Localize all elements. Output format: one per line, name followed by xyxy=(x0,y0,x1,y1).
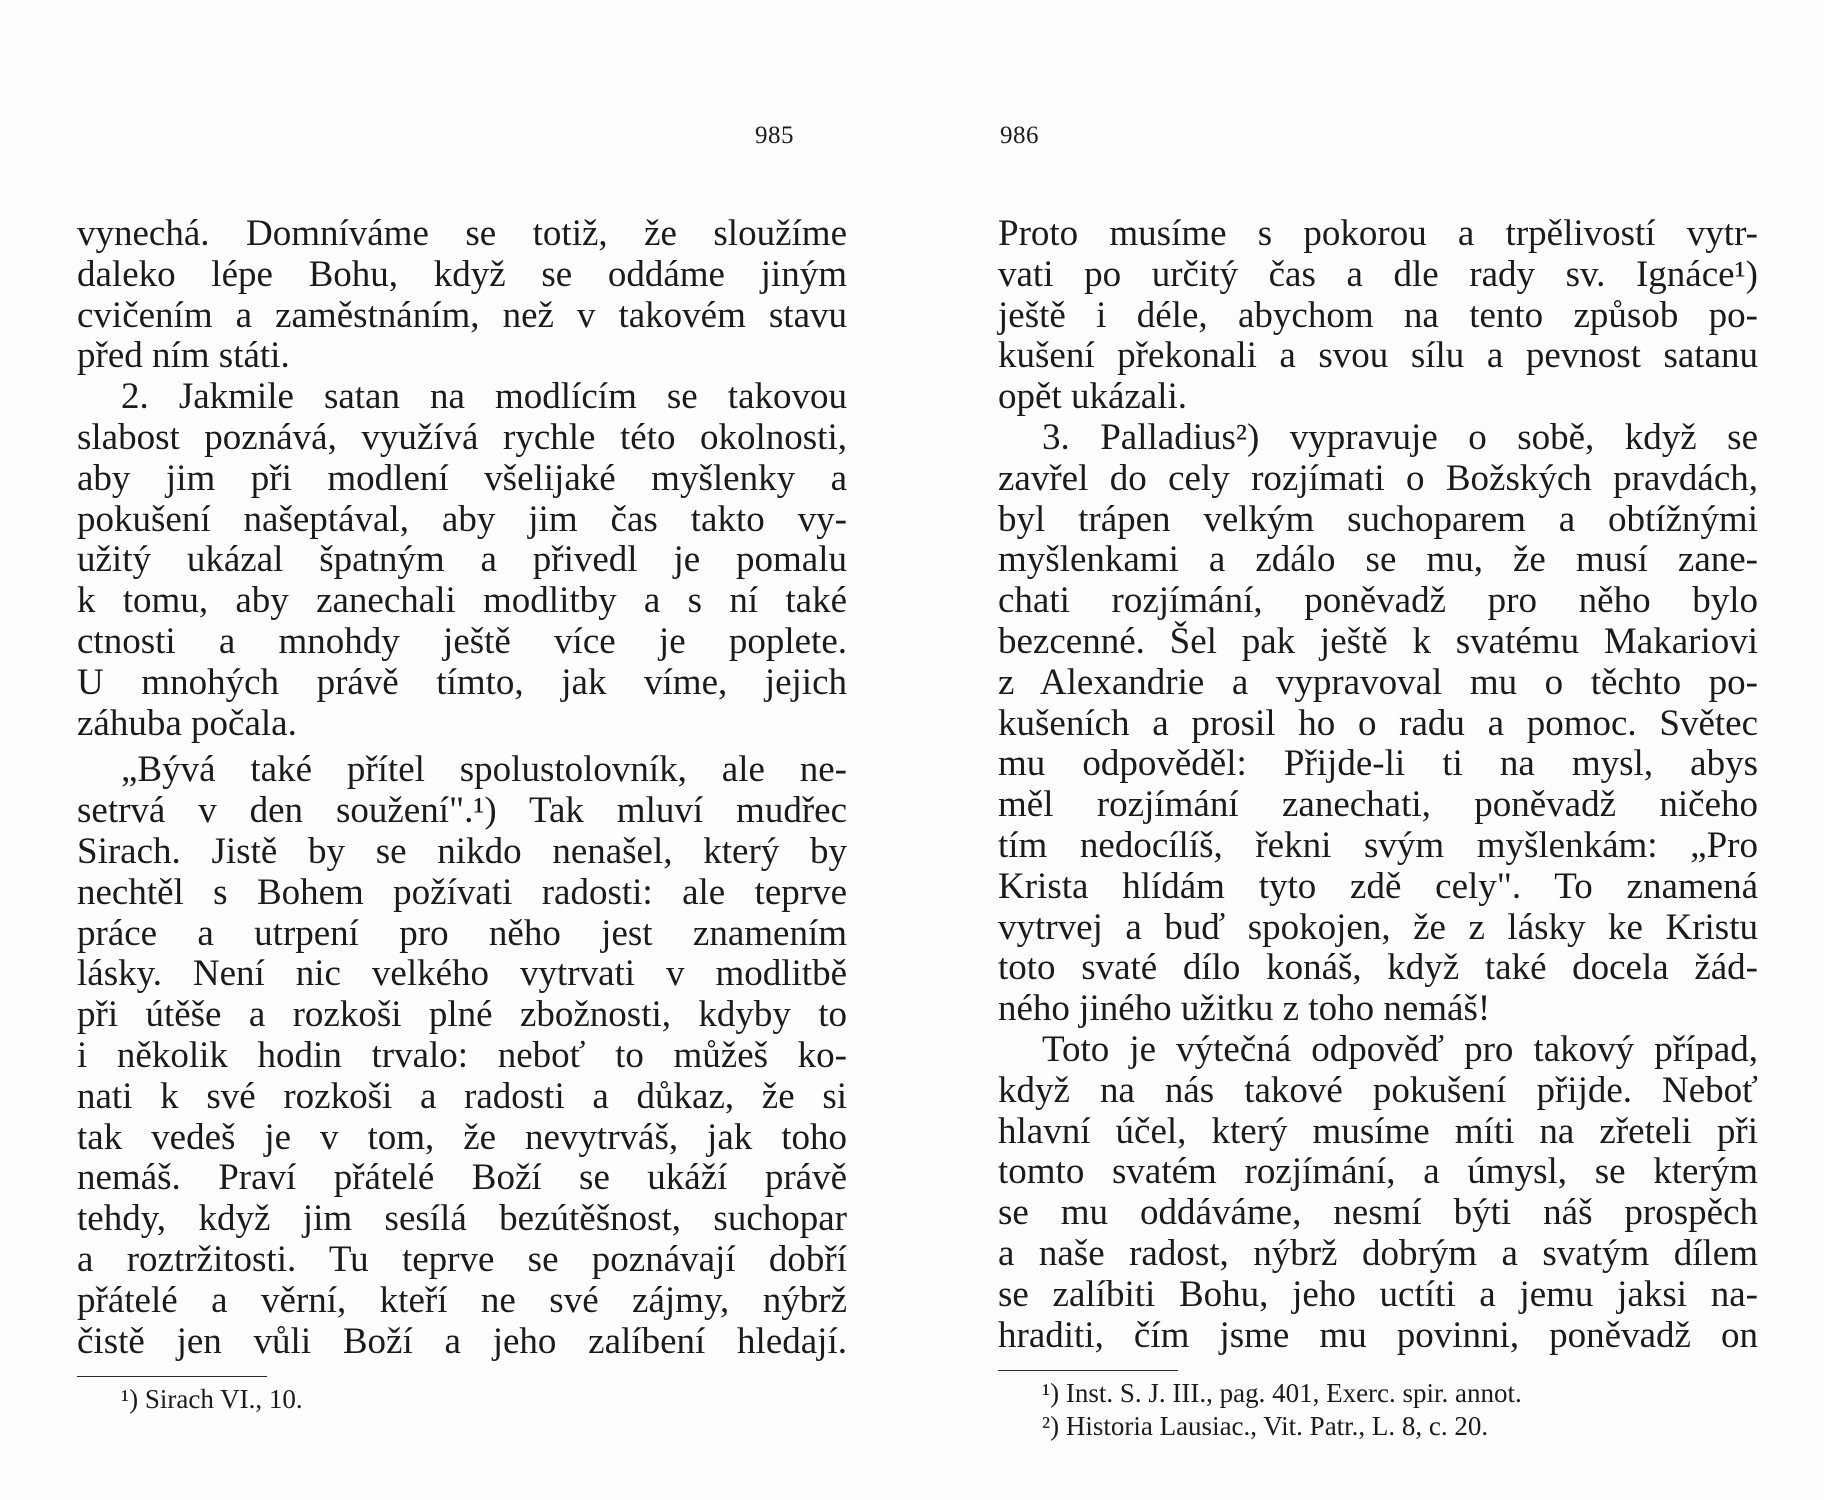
text-line: toto svaté dílo konáš, když také docela žád- xyxy=(998,947,1758,989)
text-line: opět ukázali. xyxy=(998,376,1188,418)
text-line: slabost poznává, využívá rychle této okolnosti, xyxy=(77,416,847,458)
text-line: 3. Palladius²) vypravuje o sobě, když se xyxy=(1042,416,1758,458)
text-line: „Bývá také přítel spolustolovník, ale ne- xyxy=(121,749,847,791)
page-number-right: 986 xyxy=(1000,122,1039,149)
text-line: se zalíbiti Bohu, jeho uctíti a jemu jaksi na- xyxy=(998,1273,1758,1315)
text-line: čistě jen vůli Boží a jeho zalíbení hledají. xyxy=(77,1320,847,1362)
text-line: mu odpověděl: Přijde-li ti na mysl, abys xyxy=(998,743,1758,785)
page-number-left: 985 xyxy=(755,122,794,149)
text-line: myšlenkami a zdálo se mu, že musí zane- xyxy=(998,539,1758,581)
text-line: Proto musíme s pokorou a trpělivostí vytr- xyxy=(998,213,1758,254)
text-line: přátelé a věrní, kteří ne své zájmy, nýbrž xyxy=(77,1279,847,1321)
right-page-body xyxy=(998,214,1758,1356)
text-line: tím nedocílíš, řekni svým myšlenkám: „Pro xyxy=(998,824,1758,866)
footnote-text: Sirach VI., 10. xyxy=(144,1384,303,1415)
text-line: vytrvej a buď spokojen, že z lásky ke Kristu xyxy=(998,906,1758,948)
text-line: když na nás takové pokušení přijde. Neboť xyxy=(998,1069,1758,1111)
text-line: nati k své rozkoši a radosti a důkaz, že si xyxy=(77,1075,847,1117)
text-line: U mnohých právě tímto, jak víme, jejich xyxy=(77,661,847,703)
text-line: z Alexandrie a vypravoval mu o těchto po- xyxy=(998,661,1758,703)
text-line: Sirach. Jistě by se nikdo nenašel, který by xyxy=(77,830,847,872)
text-line: aby jim při modlení všelijaké myšlenky a xyxy=(77,457,847,499)
left-page-footnotes xyxy=(77,1383,847,1416)
footnote-rule-left xyxy=(77,1376,267,1377)
footnote xyxy=(77,1383,847,1416)
footnote-marker: ¹) xyxy=(121,1384,139,1415)
footnote-text: Inst. S. J. III., pag. 401, Exerc. spir. annot. xyxy=(1065,1378,1522,1409)
left-page-column xyxy=(77,214,847,1416)
text-line: setrvá v den soužení".¹) Tak mluví mudřec xyxy=(77,790,847,832)
text-line: lásky. Není nic velkého vytrvati v modlitbě xyxy=(77,953,847,995)
text-line: pokušení našeptával, aby jim čas takto vy- xyxy=(77,498,847,540)
text-line: kušení překonali a svou sílu a pevnost satanu xyxy=(998,335,1758,377)
text-line: cvičením a zaměstnáním, než v takovém stavu xyxy=(77,294,847,336)
text-line: hraditi, čím jsme mu povinni, poněvadž on xyxy=(998,1314,1758,1356)
text-line: zavřel do cely rozjímati o Božských pravdách, xyxy=(998,457,1758,499)
text-line: daleko lépe Bohu, když se oddáme jiným xyxy=(77,253,847,295)
text-line: Toto je výtečná odpověď pro takový případ, xyxy=(1042,1028,1758,1070)
text-line: nechtěl s Bohem požívati radosti: ale teprve xyxy=(77,871,847,913)
text-line: užitý ukázal špatným a přivedl je pomalu xyxy=(77,539,847,581)
text-line: ného jiného užitku z toho nemáš! xyxy=(998,988,1491,1030)
text-line: byl trápen velkým suchoparem a obtížnými xyxy=(998,498,1758,540)
text-line: k tomu, aby zanechali modlitby a s ní také xyxy=(77,580,847,622)
footnote-text: Historia Lausiac., Vit. Patr., L. 8, c. 20. xyxy=(1065,1411,1489,1442)
text-line: 2. Jakmile satan na modlícím se takovou xyxy=(121,376,847,418)
text-line: vynechá. Domníváme se totiž, že sloužíme xyxy=(77,213,847,254)
text-line: před ním státi. xyxy=(77,335,290,377)
text-line: bezcenné. Šel pak ještě k svatému Makariovi xyxy=(998,620,1758,662)
text-line: záhuba počala. xyxy=(77,702,297,744)
text-line: chati rozjímání, poněvadž pro něho bylo xyxy=(998,580,1758,622)
text-line: ještě i déle, abychom na tento způsob po- xyxy=(998,294,1758,336)
text-line: tomto svatém rozjímání, a úmysl, se kterým xyxy=(998,1151,1758,1193)
text-line: měl rozjímání zanechati, poněvadž ničeho xyxy=(998,784,1758,826)
text-line: práce a utrpení pro něho jest znamením xyxy=(77,912,847,954)
text-line: tak vedeš je v tom, že nevytrváš, jak toho xyxy=(77,1116,847,1158)
footnote-marker: ¹) xyxy=(1042,1378,1060,1409)
text-line: tehdy, když jim sesílá bezútěšnost, suchopar xyxy=(77,1198,847,1240)
text-line: hlavní účel, který musíme míti na zřeteli při xyxy=(998,1110,1758,1152)
footnote-rule-right xyxy=(998,1370,1178,1371)
text-line: kušeních a prosil ho o radu a pomoc. Světec xyxy=(998,702,1758,744)
text-line: i několik hodin trvalo: neboť to můžeš ko- xyxy=(77,1034,847,1076)
text-line: a naše radost, nýbrž dobrým a svatým dílem xyxy=(998,1232,1758,1274)
left-page-body xyxy=(77,214,847,1362)
text-line: Krista hlídám tyto zdě cely". To znamená xyxy=(998,865,1758,907)
right-page-column xyxy=(998,214,1758,1443)
text-line: a roztržitosti. Tu teprve se poznávají dobří xyxy=(77,1238,847,1280)
footnote-marker: ²) xyxy=(1042,1411,1060,1442)
footnote xyxy=(998,1377,1758,1410)
right-page-footnotes xyxy=(998,1377,1758,1443)
text-line: nemáš. Praví přátelé Boží se ukáží právě xyxy=(77,1157,847,1199)
footnote xyxy=(998,1410,1758,1443)
text-line: se mu oddáváme, nesmí býti náš prospěch xyxy=(998,1192,1758,1234)
text-line: při útěše a rozkoši plné zbožnosti, kdyby to xyxy=(77,994,847,1036)
text-line: ctnosti a mnohdy ještě více je poplete. xyxy=(77,620,847,662)
text-line: vati po určitý čas a dle rady sv. Ignáce¹) xyxy=(998,253,1758,295)
